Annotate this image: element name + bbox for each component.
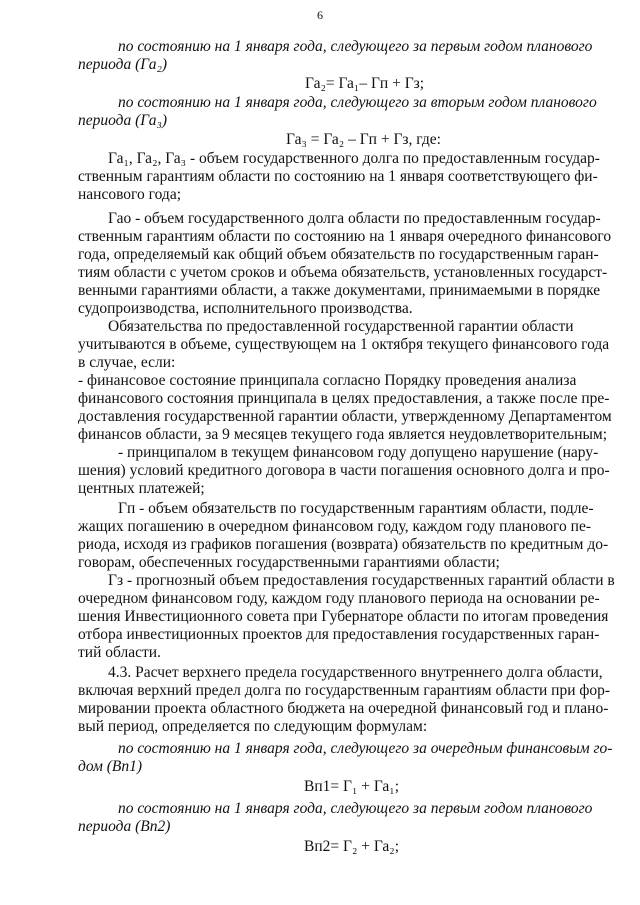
text-line: тиям области с учетом сроков и объема обязательств, установленных государст-: [78, 264, 608, 281]
text-line: Га₁, Га₂, Га₃ - объем государственного долга по предоставленным государ-: [108, 150, 600, 167]
text-line: 4.3. Расчет верхнего предела государственного внутреннего долга области,: [108, 664, 603, 681]
text-line: центных платежей;: [78, 480, 205, 497]
text-line: включая верхний предел долга по государственным гарантиям области при фор-: [78, 682, 611, 699]
page-number: 6: [317, 8, 323, 22]
text-line: риода, исходя из графиков погашения (возврата) обязательств по кредитным до-: [78, 536, 609, 553]
text-line: тий области.: [78, 644, 161, 661]
text-line: судопроизводства, исполнительного производства.: [78, 300, 413, 317]
formula: Га₂= Га₁– Гп + Гз;: [305, 75, 425, 92]
text-line: ственным гарантиям области по состоянию на 1 января очередного финансового: [78, 228, 612, 245]
text-line: периода (Га₂): [78, 56, 168, 73]
text-line: мировании проекта областного бюджета на очередной финансовый год и плано-: [78, 700, 609, 717]
text-line: года, определяемый как общий объем обязательств по государственным гаран-: [78, 246, 599, 263]
text-line: нансового года;: [78, 186, 182, 203]
text-line: ственным гарантиям области по состоянию на 1 января соответствующего фи-: [78, 168, 598, 185]
text-line: учитываются в объеме, существующем на 1 октября текущего финансового года: [78, 336, 610, 353]
text-line: шения Инвестиционного совета при Губернаторе области по итогам проведения: [78, 608, 609, 625]
text-line: периода (Га₃): [78, 112, 168, 129]
text-line: отбора инвестиционных проектов для предоставления государственных гаран-: [78, 626, 600, 643]
text-line: по состоянию на 1 января года, следующего за очередным финансовым го-: [118, 740, 613, 757]
text-line: финансов области, за 9 месяцев текущего года является неудовлетворительным;: [78, 426, 608, 443]
text-line: финансового состояния принципала в целях предоставления, а также после пре-: [78, 390, 610, 407]
text-line: - финансовое состояние принципала согласно Порядку проведения анализа: [78, 372, 577, 389]
text-line: говорам, обеспеченных государственными гарантиями области;: [78, 554, 500, 571]
text-line: по состоянию на 1 января года, следующего за первым годом планового: [118, 38, 593, 55]
text-line: очередном финансовом году, каждом году планового периода на основании ре-: [78, 590, 600, 607]
text-line: по состоянию на 1 января года, следующего за вторым годом планового: [118, 94, 597, 111]
formula: Bп1= Г₁ + Га₁;: [304, 778, 400, 795]
text-line: периода (Bп2): [78, 818, 171, 835]
text-line: доставления государственной гарантии области, утвержденному Департаментом: [78, 408, 612, 425]
text-line: Гп - объем обязательств по государственным гарантиям области, подле-: [118, 500, 594, 517]
text-line: Обязательства по предоставленной государственной гарантии области: [108, 318, 574, 335]
text-line: Гао - объем государственного долга области по предоставленным государ-: [108, 210, 601, 227]
formula: Bп2= Г₂ + Га₂;: [304, 838, 400, 855]
text-line: жащих погашению в очередном финансовом году, каждом году планового пе-: [78, 518, 591, 535]
text-line: - принципалом в текущем финансовом году допущено нарушение (нару-: [118, 444, 599, 461]
text-line: вый период, определяется по следующим формулам:: [78, 718, 428, 735]
text-line: шения) условий кредитного договора в части погашения основного долга и про-: [78, 462, 610, 479]
text-line: венными гарантиями области, а также документами, принимаемыми в порядке: [78, 282, 601, 299]
text-line: Гз - прогнозный объем предоставления государственных гарантий области в: [108, 572, 615, 589]
text-line: по состоянию на 1 января года, следующего за первым годом планового: [118, 800, 593, 817]
text-line: в случае, если:: [78, 354, 176, 371]
formula: Га₃ = Га₂ – Гп + Гз, где:: [286, 131, 441, 148]
text-line: дом (Bп1): [78, 758, 143, 775]
